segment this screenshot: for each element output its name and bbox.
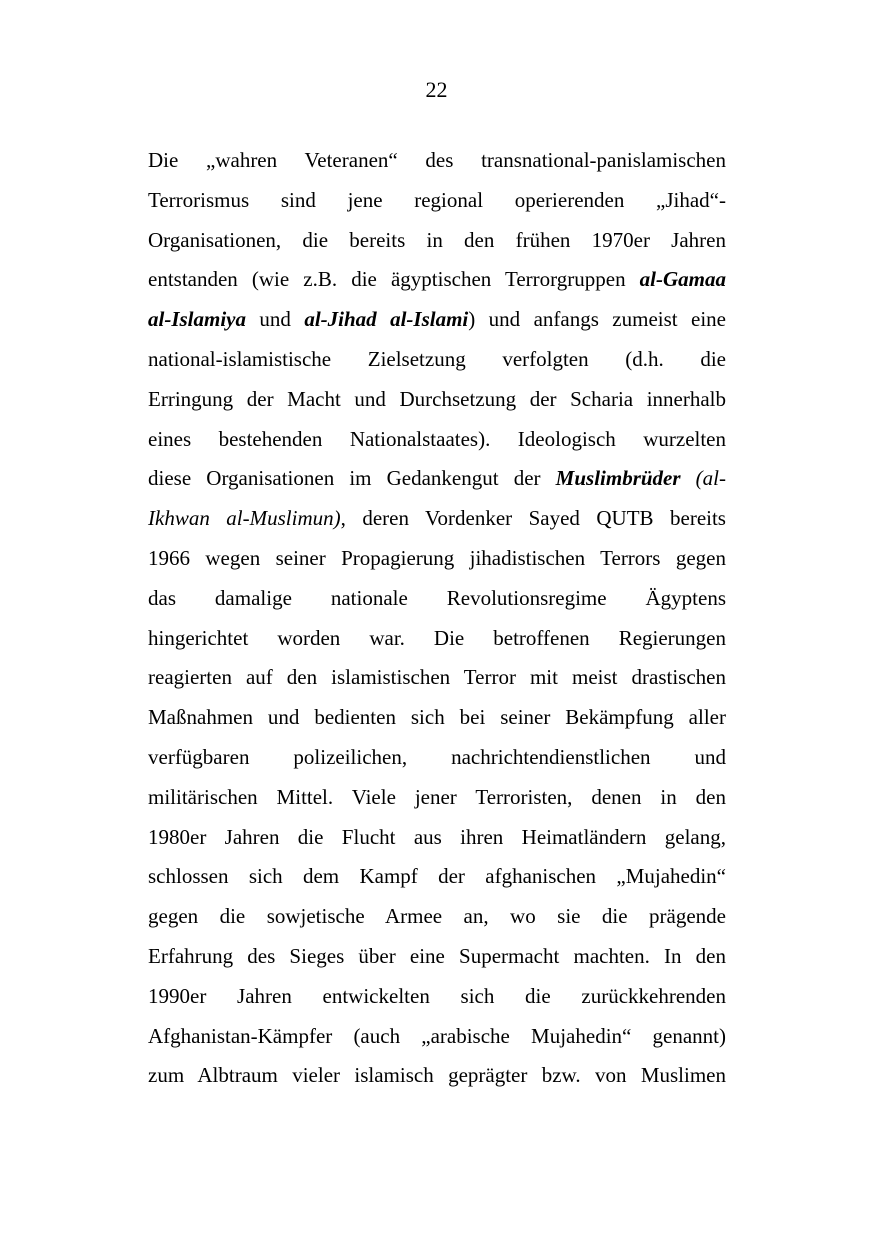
text-run: verfügbaren polizeilichen, nachrichtendienstlichen und [148, 744, 726, 769]
text-run: reagierten auf den islamistischen Terror mit meist drastischen [148, 665, 726, 690]
text-run: Erfahrung des Sieges über eine Supermacht machten. In den [148, 943, 726, 968]
text-run: 1990er Jahren entwickelten sich die zurückkehrenden [148, 983, 726, 1008]
text-line [148, 778, 726, 818]
emphasized-term: Muslimbrüder [555, 466, 681, 491]
text-run: , deren Vordenker Sayed QUTB bereits [340, 506, 726, 531]
text-run: Afghanistan-Kämpfer (auch „arabische Mujahedin“ genannt) [148, 1023, 726, 1048]
text-run: Die „wahren Veteranen“ des transnational-panislamischen [148, 148, 726, 172]
text-line [148, 420, 726, 460]
text-run: hingerichtet worden war. Die betroffenen Regierungen [148, 625, 726, 650]
text-run: und [246, 307, 305, 332]
text-line [148, 619, 726, 659]
text-line [148, 221, 726, 261]
text-line [148, 300, 726, 340]
text-run: ) und anfangs zumeist eine [468, 307, 727, 332]
text-line [148, 1017, 726, 1057]
text-line [148, 340, 726, 380]
text-run: schlossen sich dem Kampf der afghanischen „Mujahedin“ [148, 864, 726, 889]
emphasized-term: al-Gamaa [639, 267, 726, 292]
text-line [148, 857, 726, 897]
text-run: gegen die sowjetische Armee an, wo sie die prägende [148, 904, 726, 929]
text-line [148, 181, 726, 221]
text-line [148, 499, 726, 539]
text-run: Erringung der Macht und Durchsetzung der Scharia innerhalb [148, 386, 726, 411]
text-line [148, 937, 726, 977]
text-line [148, 738, 726, 778]
text-run: 1966 wegen seiner Propagierung jihadistischen Terrors gegen [148, 545, 726, 570]
text-run: zum Albtraum vieler islamisch geprägter bzw. von Muslimen [148, 1063, 726, 1088]
text-run: national-islamistische Zielsetzung verfolgten (d.h. die [148, 346, 726, 371]
text-line [148, 539, 726, 579]
text-line [148, 658, 726, 698]
text-line [148, 897, 726, 937]
text-line [148, 579, 726, 619]
text-line [148, 380, 726, 420]
text-run: Maßnahmen und bedienten sich bei seiner Bekämpfung aller [148, 705, 726, 730]
emphasized-term: al-Jihad al-Islami [304, 307, 469, 332]
text-line [148, 260, 726, 300]
text-line [148, 459, 726, 499]
text-run: das damalige nationale Revolutionsregime Ägyptens [148, 585, 726, 610]
emphasized-term: al-Islamiya [148, 307, 246, 332]
text-line [148, 818, 726, 858]
text-line [148, 977, 726, 1017]
text-line [148, 698, 726, 738]
text-run: Terrorismus sind jene regional operierenden „Jihad“- [148, 187, 726, 212]
text-run: entstanden (wie z.B. die ägyptischen Terrorgruppen [148, 267, 640, 292]
text-run: eines bestehenden Nationalstaates). Ideologisch wurzelten [148, 426, 726, 451]
text-line [148, 1056, 726, 1096]
italic-text: (al- [680, 466, 726, 491]
italic-text: Ikhwan al-Muslimun) [148, 506, 341, 531]
text-run: militärischen Mittel. Viele jener Terroristen, denen in den [148, 784, 726, 809]
body-paragraph [148, 141, 726, 1096]
page-number: 22 [425, 77, 448, 102]
text-run: 1980er Jahren die Flucht aus ihren Heimatländern gelang, [148, 824, 726, 849]
text-line [148, 141, 726, 181]
text-run: Organisationen, die bereits in den frühen 1970er Jahren [148, 227, 726, 252]
text-run: diese Organisationen im Gedankengut der [148, 466, 556, 491]
